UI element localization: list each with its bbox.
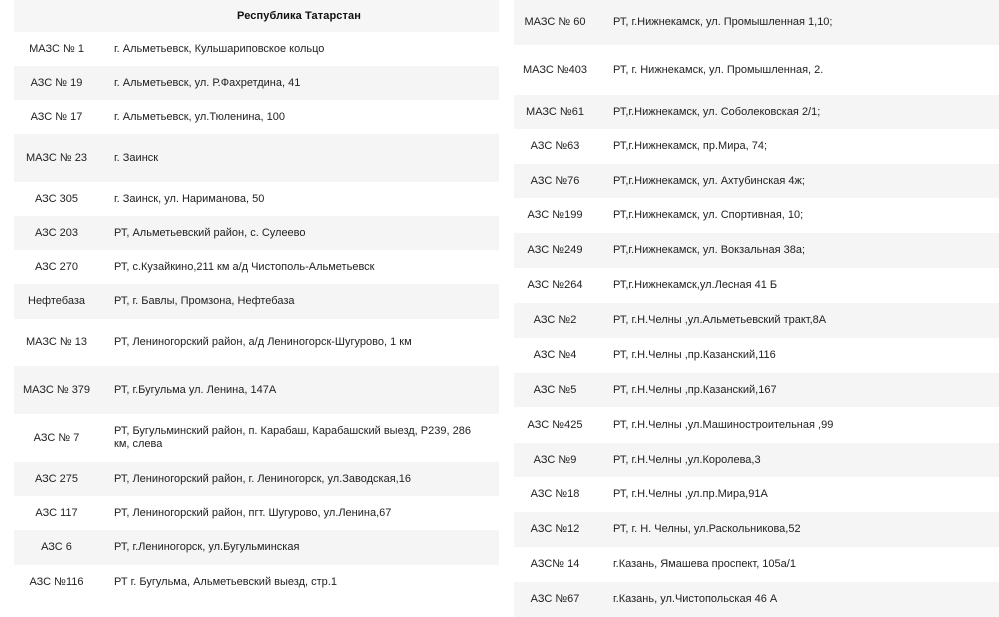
station-name: АЗС №9 bbox=[533, 453, 577, 466]
table-row bbox=[514, 164, 999, 198]
station-name: АЗС №2 bbox=[533, 314, 577, 326]
station-address: РТ, г. Бавлы, Промзона, Нефтебаза bbox=[114, 295, 295, 307]
station-address: РТ, г.Лениногорск, ул.Бугульминская bbox=[114, 541, 300, 553]
table-row bbox=[514, 547, 999, 582]
table-row bbox=[14, 250, 499, 284]
table-row bbox=[514, 373, 999, 407]
station-address: РТ, г.Бугульма ул. Ленина, 147А bbox=[114, 383, 277, 396]
station-name: АЗС 6 bbox=[41, 541, 72, 553]
station-name: МАЗС № 379 bbox=[22, 383, 91, 396]
table-row bbox=[14, 565, 499, 599]
station-name: АЗС №425 bbox=[527, 418, 583, 431]
station-name: АЗС №199 bbox=[527, 209, 583, 221]
station-name: МАЗС № 1 bbox=[29, 42, 84, 55]
station-name: МАЗС № 23 bbox=[26, 151, 87, 164]
station-address: РТ г. Бугульма, Альметьевский выезд, стр.1 bbox=[114, 575, 337, 588]
table-row bbox=[514, 95, 999, 129]
station-name: АЗС №63 bbox=[530, 140, 580, 152]
station-address: РТ, Лениногорский район, пгт. Шугурово, ул.Ленина,67 bbox=[114, 506, 392, 519]
table-row bbox=[14, 414, 499, 462]
station-address: г. Заинск bbox=[114, 151, 159, 164]
table-row bbox=[514, 303, 999, 338]
station-address: РТ, г.Н.Челны ,ул.Альметьевский тракт,8А bbox=[613, 314, 827, 326]
station-address: РТ,г.Нижнекамск, ул. Ахтубинская 4ж; bbox=[613, 174, 805, 187]
left-rows bbox=[14, 32, 499, 599]
table-row bbox=[514, 268, 999, 303]
table-row bbox=[14, 182, 499, 216]
station-name: АЗС 203 bbox=[34, 226, 79, 239]
station-name: АЗС №116 bbox=[29, 575, 84, 588]
table-row bbox=[514, 443, 999, 477]
table-row bbox=[514, 0, 999, 45]
station-name: МАЗС № 13 bbox=[26, 336, 87, 348]
station-name: АЗС № 7 bbox=[33, 431, 80, 444]
region-title: Республика Татарстан bbox=[237, 10, 361, 22]
station-address: РТ, г. Нижнекамск, ул. Промышленная, 2. bbox=[613, 63, 824, 76]
station-name: АЗС №264 bbox=[527, 279, 583, 291]
table-row bbox=[14, 462, 499, 496]
station-address: РТ, Лениногорский район, а/д Лениногорск-Шугурово, 1 км bbox=[114, 336, 412, 348]
station-name: АЗС №249 bbox=[527, 244, 583, 256]
table-row bbox=[514, 198, 999, 233]
station-address: РТ,г.Нижнекамск, пр.Мира, 74; bbox=[613, 140, 767, 152]
station-name: АЗС №12 bbox=[530, 523, 580, 535]
station-address: РТ,г.Нижнекамск, ул. Соболековская 2/1; bbox=[613, 105, 821, 118]
station-address: РТ, г. Н. Челны, ул.Раскольникова,52 bbox=[613, 523, 801, 535]
station-address: г. Заинск, ул. Нариманова, 50 bbox=[114, 192, 265, 205]
table-row bbox=[14, 496, 499, 530]
station-name: АЗС №4 bbox=[533, 349, 577, 361]
table-row bbox=[14, 134, 499, 182]
station-address: г. Альметьевск, ул.Тюленина, 100 bbox=[114, 110, 286, 123]
table-row bbox=[514, 129, 999, 164]
table-row bbox=[14, 530, 499, 565]
station-name: АЗС 270 bbox=[34, 260, 79, 273]
station-address: РТ,г.Нижнекамск, ул. Вокзальная 38а; bbox=[613, 244, 806, 256]
station-address: г. Альметьевск, ул. Р.Фахретдина, 41 bbox=[114, 76, 301, 89]
table-row bbox=[14, 100, 499, 134]
station-address: г.Казань, ул.Чистопольская 46 А bbox=[613, 593, 778, 605]
station-address: РТ, с.Кузайкино,211 км а/д Чистополь-Альметьевск bbox=[114, 260, 375, 273]
station-name: АЗС №67 bbox=[530, 593, 580, 605]
left-table bbox=[14, 0, 499, 599]
station-name: МАЗС №61 bbox=[526, 105, 584, 118]
station-address: РТ, Бугульминский район, п. Карабаш, Карабашский выезд, Р239, 286 км, слева bbox=[114, 425, 471, 450]
table-header bbox=[14, 0, 499, 32]
station-address: РТ, г.Нижнекамск, ул. Промышленная 1,10; bbox=[613, 16, 833, 28]
station-address: РТ,г.Нижнекамск, ул. Спортивная, 10; bbox=[613, 209, 804, 221]
table-row bbox=[14, 366, 499, 414]
station-address: РТ, г.Н.Челны ,пр.Казанский,167 bbox=[613, 383, 777, 396]
station-name: АЗС 117 bbox=[35, 506, 78, 519]
station-address: РТ, г.Н.Челны ,пр.Казанский,116 bbox=[613, 349, 776, 361]
right-rows bbox=[514, 0, 999, 617]
station-name: АЗС 275 bbox=[34, 472, 79, 485]
table-row bbox=[514, 233, 999, 268]
station-address: РТ, г.Н.Челны ,ул.Королева,3 bbox=[613, 453, 761, 466]
right-table bbox=[514, 0, 999, 617]
station-address: РТ, Альметьевский район, с. Сулеево bbox=[114, 226, 306, 239]
station-name: АЗС № 17 bbox=[30, 110, 83, 123]
station-name: МАЗС №403 bbox=[522, 63, 588, 76]
table-row bbox=[514, 407, 999, 443]
station-address: РТ, г.Н.Челны ,ул.Машиностроительная ,99 bbox=[613, 418, 834, 431]
station-name: АЗС № 19 bbox=[30, 76, 83, 89]
table-row bbox=[14, 216, 499, 250]
station-address: РТ, Лениногорский район, г. Лениногорск, ул.Заводская,16 bbox=[114, 472, 411, 485]
station-address: РТ, г.Н.Челны ,ул.пр.Мира,91А bbox=[613, 488, 768, 500]
table-row bbox=[514, 45, 999, 95]
table-row bbox=[14, 66, 499, 100]
station-address: г.Казань, Ямашева проспект, 105а/1 bbox=[613, 558, 796, 570]
table-row bbox=[14, 284, 499, 319]
station-name: АЗС 305 bbox=[34, 192, 79, 205]
table-row bbox=[14, 319, 499, 366]
table-row bbox=[514, 338, 999, 373]
station-name: Нефтебаза bbox=[28, 295, 85, 307]
table-row bbox=[14, 32, 499, 66]
table-row bbox=[514, 477, 999, 512]
station-address: г. Альметьевск, Кульшариповское кольцо bbox=[114, 42, 325, 55]
station-name: АЗС №18 bbox=[530, 488, 580, 500]
station-name: МАЗС № 60 bbox=[524, 16, 586, 28]
table-row bbox=[514, 512, 999, 547]
station-address: РТ,г.Нижнекамск,ул.Лесная 41 Б bbox=[613, 279, 778, 291]
station-name: АЗС№ 14 bbox=[530, 558, 580, 570]
station-name: АЗС №76 bbox=[530, 174, 580, 187]
station-name: АЗС №5 bbox=[533, 383, 577, 396]
